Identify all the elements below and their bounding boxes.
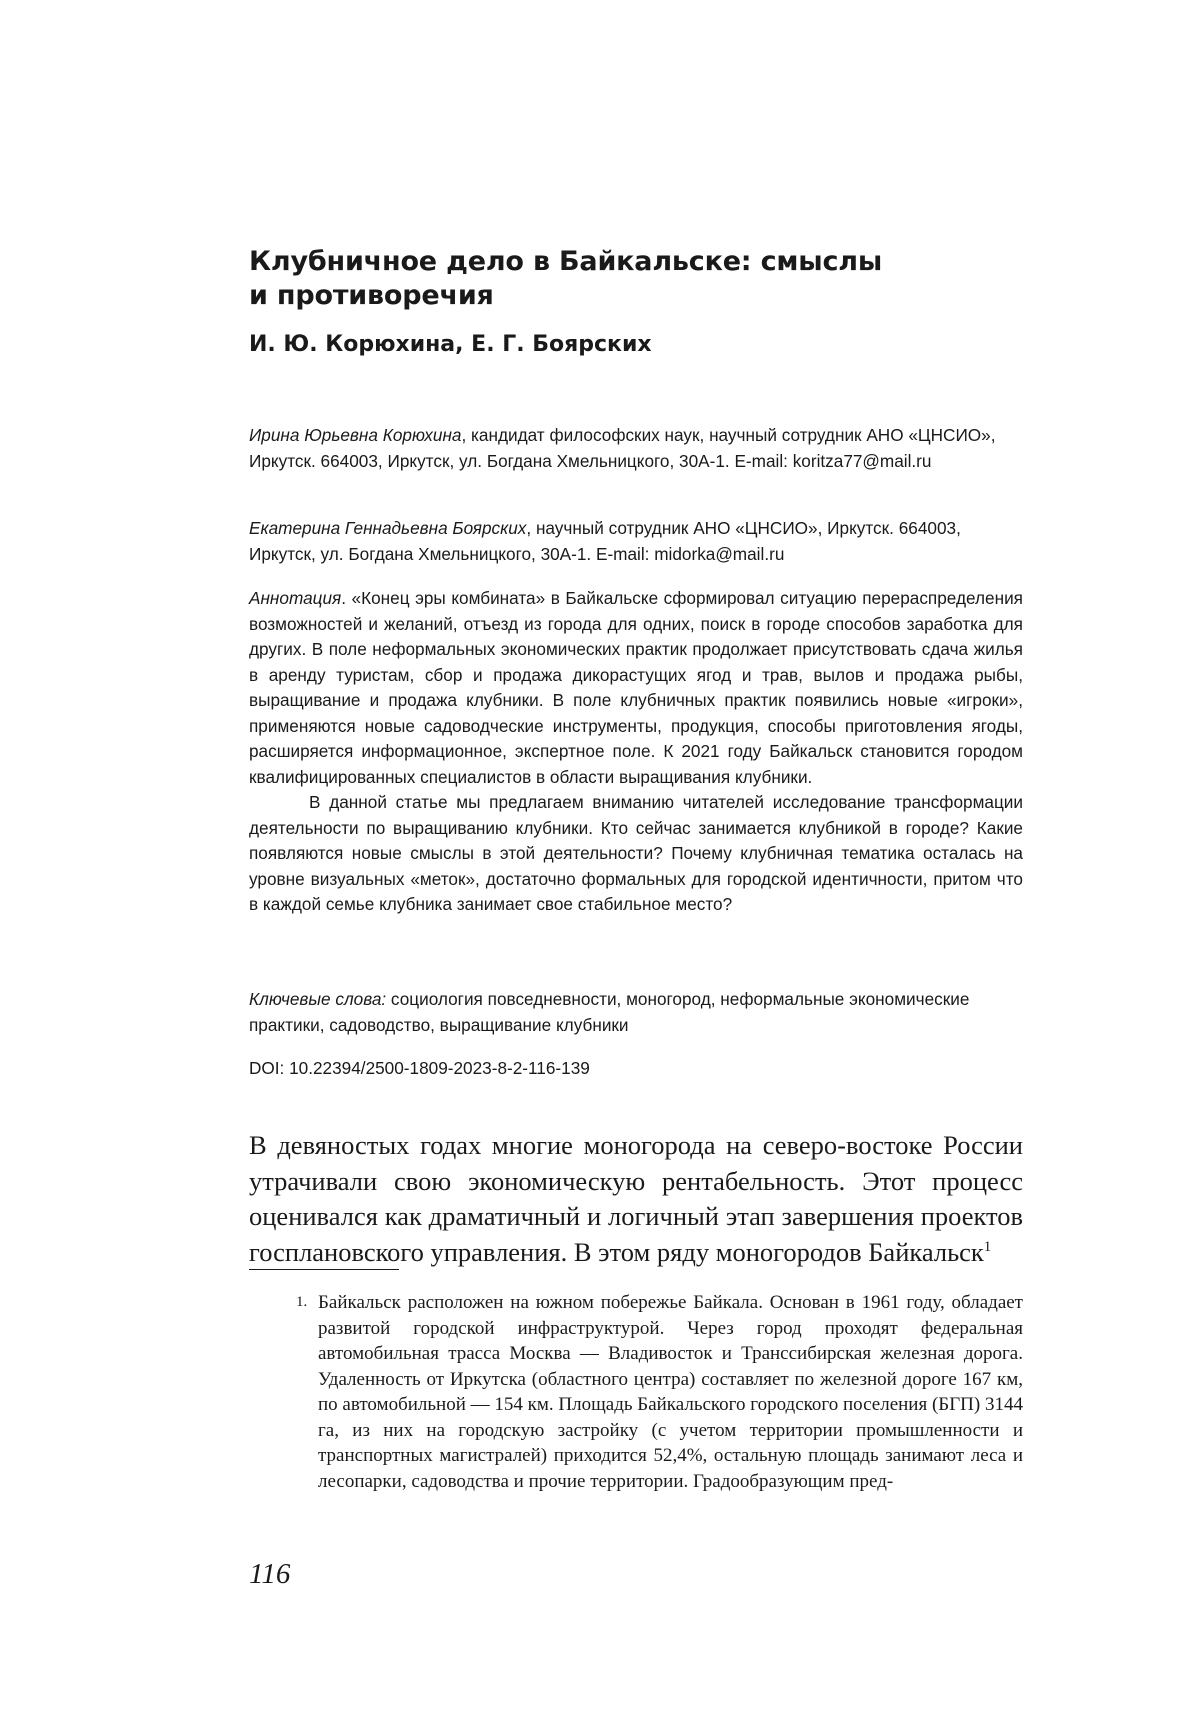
author-name-2: Екатерина Геннадьевна Боярских [249, 518, 527, 538]
doi: DOI: 10.22394/2500-1809-2023-8-2-116-139 [249, 1058, 590, 1078]
abstract-paragraph-2: В данной статье мы предлагаем вниманию читателей исследование трансформации деятельности по выращиванию клубники. Кто сейчас занимается клубникой в городе? Какие появляются новые смыслы в этой деятельности? Почему клубничная тематика осталась на уровне визуальных «меток», достаточно формальных для городской идентичности, притом что в каждой семье клубника занимает свое стабильное место? [249, 792, 1023, 914]
footnote-divider [249, 1269, 399, 1270]
footnote-text: Байкальск расположен на южном побережье Байкала. Основан в 1961 году, обладает развитой городской инфраструктурой. Через город проходят федеральная автомобильная трасса Москва — Владивосток и Транссибирская железная дорога. Удаленность от Иркутска (областного центра) составляет по железной дороге 167 км, по автомобильной — 154 км. Площадь Байкальского городского поселения (БГП) 3144 га, из них на городскую застройку (с учетом территории промышленности и транспортных магистралей) приходится 52,4%, остальную площадь занимают леса и лесопарки, садоводства и прочие территории. Градообразующим пред- [318, 1292, 1023, 1492]
abstract-text-1: . «Конец эры комбината» в Байкальске сформировал ситуацию перераспределения возможностей и желаний, отъезд из города для одних, поиск в городе способов заработка для других. В поле неформальных экономических практик продолжает присутствовать сдача жилья в аренду туристам, сбор и продажа дикорастущих ягод и трав, вылов и продажа рыбы, выращивание и продажа клубники. В поле клубничных практик появились новые «игроки», применяются новые садоводческие инструменты, продукция, способы приготовления ягоды, расширяется информационное, экспертное поле. К 2021 году Байкальск становится городом квалифицированных специалистов в области выращивания клубники. [249, 588, 1023, 787]
page-number: 116 [249, 1558, 291, 1590]
author-info-1 [249, 423, 1023, 474]
title-line-1: Клубничное дело в Байкальске: смыслы [249, 246, 883, 277]
title-line-2: и противоречия [249, 280, 494, 311]
keywords-text: социология повседневности, моногород, неформальные экономические практики, садоводство, выращивание клубники [249, 989, 970, 1035]
author-info-2 [249, 516, 1023, 567]
article-title [249, 245, 1023, 313]
body-paragraph [249, 1128, 1023, 1270]
body-text: В девяностых годах многие моногорода на северо-востоке России утрачивали свою экономическую рентабельность. Этот процесс оценивался как драматичный и логичный этап завершения проектов госплановского управления. В этом ряду моногородов Байкальск [249, 1130, 1023, 1267]
author-details-1: , кандидат философских наук, научный сотрудник АНО «ЦНСИО», Иркутск. 664003, Иркутск, ул. Богдана Хмельницкого, 30А-1. E-mail: koritza77@mail.ru [249, 425, 996, 471]
keywords [249, 987, 1023, 1038]
author-details-2: , научный сотрудник АНО «ЦНСИО», Иркутск. 664003, Иркутск, ул. Богдана Хмельницкого, 30А-1. E-mail: midorka@mail.ru [249, 518, 961, 564]
footnote-reference[interactable]: 1 [983, 1238, 992, 1255]
abstract-paragraph-1 [249, 586, 1023, 790]
abstract-label: Аннотация [249, 588, 342, 608]
author-name-1: Ирина Юрьевна Корюхина [249, 425, 462, 445]
abstract [249, 586, 1023, 918]
keywords-label: Ключевые слова: [249, 989, 387, 1009]
article-authors: И. Ю. Корюхина, Е. Г. Боярских [249, 332, 652, 357]
footnote-number: 1. [296, 1294, 308, 1310]
